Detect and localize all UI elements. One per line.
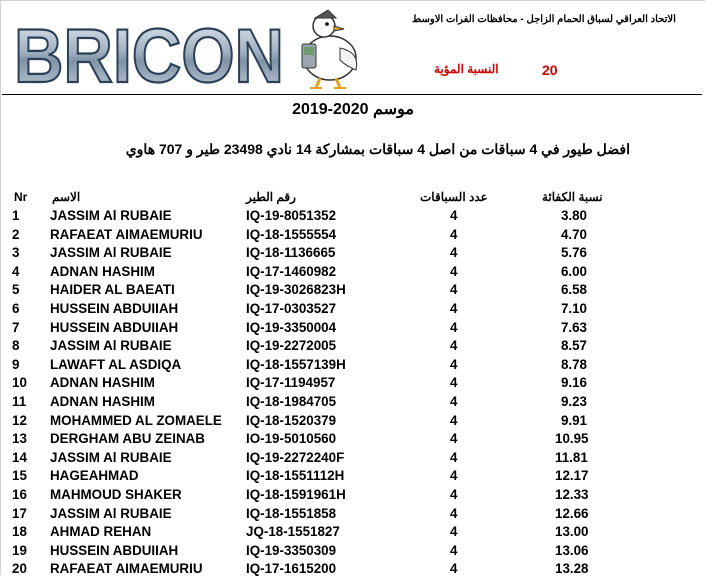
table-row [0,357,706,376]
table-row [0,524,706,543]
fancier-name: MOHAMMED AL ZOMAELE [50,412,222,428]
table-row [0,431,706,450]
fancier-name: HUSSEIN ABDUIIAH [50,300,179,316]
row-number: 3 [12,245,20,261]
header-name: الاسم [52,190,81,204]
efficiency-value: 5.76 [560,245,587,261]
efficiency-value: 9.16 [560,375,587,391]
row-number: 18 [12,524,27,540]
efficiency-value: 6.00 [560,263,587,279]
efficiency-value: 7.63 [560,319,587,335]
fancier-name: HAGEAHMAD [50,468,139,484]
races-count: 4 [450,505,458,521]
ring-number: IQ-17-1194957 [246,375,336,391]
ring-number: IQ-18-1551858 [246,505,337,521]
efficiency-value: 12.17 [555,468,589,484]
races-count: 4 [450,412,458,428]
races-count: 4 [450,449,458,465]
ring-number: IQ-19-2272240F [246,449,345,465]
table-row [0,487,706,506]
races-count: 4 [450,524,458,540]
bricon-logo [10,8,365,94]
table-row [0,468,706,487]
row-number: 6 [12,300,20,316]
row-number: 4 [12,263,20,279]
row-number: 9 [12,356,20,372]
percentage-value: 20 [542,62,558,78]
fancier-name: HAIDER AL BAEATI [50,282,175,298]
races-count: 4 [450,468,458,484]
races-count: 4 [450,486,458,502]
fancier-name: LAWAFT AL ASDIQA [50,356,182,372]
races-count: 4 [450,356,458,372]
logo-wordmark: BRICON [14,14,284,94]
races-count: 4 [450,319,458,335]
table-row [0,301,706,320]
races-count: 4 [450,375,458,391]
table-row [0,543,706,562]
efficiency-value: 7.10 [560,300,587,316]
ring-number: IQ-19-3350309 [246,542,337,558]
efficiency-value: 6.58 [560,282,587,298]
races-count: 4 [450,263,458,279]
fancier-name: JASSIM Al RUBAIE [50,338,172,354]
row-number: 13 [12,431,27,447]
fancier-name: ADNAN HASHIM [50,375,155,391]
table-row [0,338,706,357]
ring-number: IQ-17-1615200 [246,561,337,577]
efficiency-value: 3.80 [560,208,587,223]
row-number: 10 [12,375,27,391]
efficiency-value: 12.66 [555,505,589,521]
efficiency-value: 4.70 [560,226,587,242]
row-number: 7 [12,319,20,335]
row-number: 5 [12,282,20,298]
efficiency-value: 10.95 [555,431,589,447]
header-ring: رقم الطير [246,190,296,204]
races-count: 4 [450,561,458,577]
row-number: 1 [12,208,20,223]
fancier-name: DERGHAM ABU ZEINAB [50,431,205,447]
pigeon-mascot-icon [302,10,357,88]
ring-number: IQ-17-0303527 [246,300,337,316]
row-number: 16 [12,486,27,502]
row-number: 8 [12,338,20,354]
ring-number: IQ-19-3350004 [246,319,337,335]
row-number: 12 [12,412,27,428]
efficiency-value: 13.06 [555,542,589,558]
table-row [0,506,706,525]
page-header [2,2,702,95]
row-number: 17 [12,505,27,521]
ring-number: IQ-18-1520379 [246,412,337,428]
fancier-name: JASSIM Al RUBAIE [50,505,172,521]
ring-number: IQ-19-8051352 [246,208,337,223]
fancier-name: HUSSEIN ABDUIIAH [50,319,179,335]
races-count: 4 [450,300,458,316]
efficiency-value: 9.91 [560,412,587,428]
row-number: 20 [12,561,27,577]
table-row [0,245,706,264]
efficiency-value: 13.00 [555,524,589,540]
ring-number: IQ-17-1460982 [246,263,337,279]
row-number: 15 [12,468,27,484]
races-count: 4 [450,338,458,354]
efficiency-value: 11.81 [555,449,588,465]
races-count: 4 [450,226,458,242]
results-table [0,208,706,580]
ring-number: IQ-18-1551112H [246,468,345,484]
table-row [0,282,706,301]
races-count: 4 [450,282,458,298]
efficiency-value: 12.33 [555,486,589,502]
races-count: 4 [450,245,458,261]
races-count: 4 [450,208,458,223]
federation-name: الاتحاد العراقي لسباق الحمام الزاجل - محافظات الفرات الاوسط [412,14,676,25]
table-row [0,450,706,469]
efficiency-value: 9.23 [560,393,587,409]
races-count: 4 [450,542,458,558]
ring-number: IQ-18-1555554 [246,226,337,242]
percentage-label: النسبة المؤية [434,62,499,76]
row-number: 14 [12,449,27,465]
table-row [0,208,706,227]
ring-number: IO-19-5010560 [246,431,337,447]
table-row [0,320,706,339]
season-title: موسم 2020-2019 [292,101,414,118]
ring-number: JQ-18-1551827 [246,524,340,540]
fancier-name: MAHMOUD SHAKER [50,486,182,502]
fancier-name: RAFAEAT AIMAEMURIU [50,226,203,242]
ring-number: IQ-18-1557139H [246,356,346,372]
fancier-name: RAFAEAT AIMAEMURIU [50,561,203,577]
fancier-name: AHMAD REHAN [50,524,152,540]
table-row [0,413,706,432]
ring-number: IQ-18-1984705 [246,393,337,409]
row-number: 19 [12,542,27,558]
row-number: 11 [12,393,27,409]
efficiency-value: 8.78 [560,356,587,372]
table-row [0,394,706,413]
results-summary: افضل طيور في 4 سباقات من اصل 4 سباقات بمشاركة 14 نادي 23498 طير و 707 هاوي [125,141,630,157]
ring-number: IQ-18-1136665 [246,245,336,261]
ring-number: IQ-19-3026823H [246,282,346,298]
header-efficiency: نسبة الكفائة [542,190,603,204]
fancier-name: HUSSEIN ABDUIIAH [50,542,179,558]
races-count: 4 [450,393,458,409]
header-nr: Nr [14,190,28,204]
row-number: 2 [12,226,20,242]
efficiency-value: 8.57 [560,338,587,354]
table-row [0,264,706,283]
fancier-name: JASSIM Al RUBAIE [50,449,172,465]
ring-number: IQ-19-2272005 [246,338,337,354]
table-row [0,375,706,394]
fancier-name: JASSIM Al RUBAIE [50,208,172,223]
header-races: عدد السباقات [420,190,488,204]
table-row [0,561,706,580]
fancier-name: ADNAN HASHIM [50,263,155,279]
fancier-name: JASSIM Al RUBAIE [50,245,172,261]
fancier-name: ADNAN HASHIM [50,393,155,409]
ring-number: IQ-18-1591961H [246,486,346,502]
efficiency-value: 13.28 [555,561,589,577]
table-row [0,227,706,246]
races-count: 4 [450,431,458,447]
